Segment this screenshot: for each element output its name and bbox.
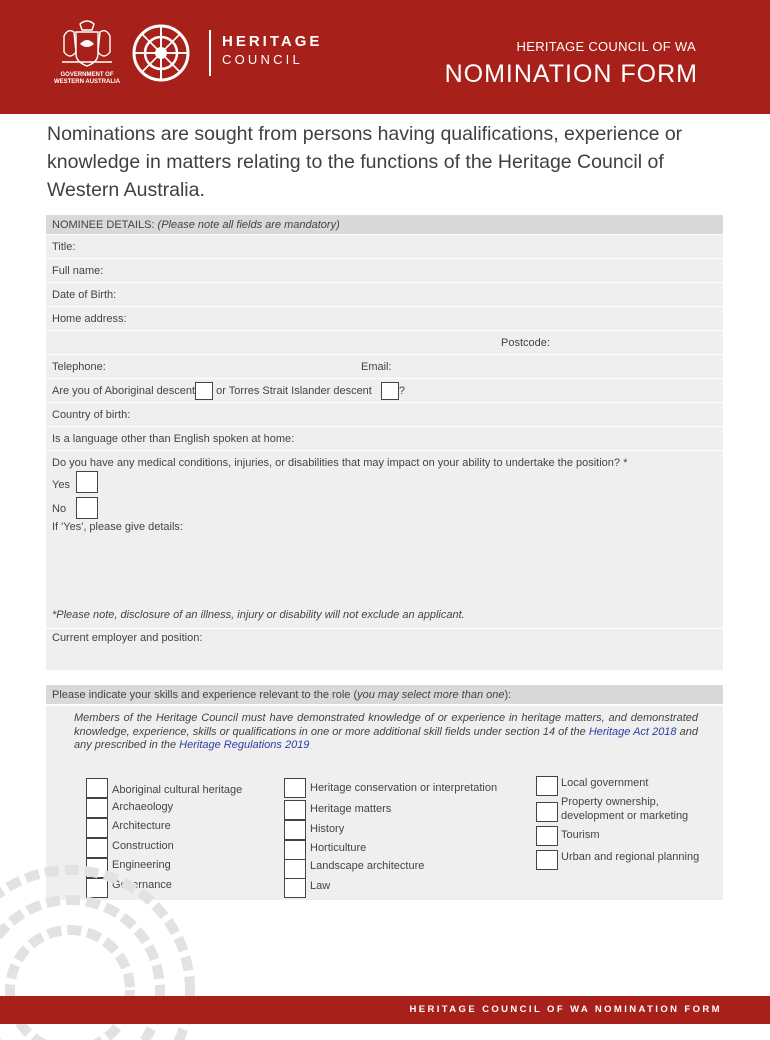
heritage-council-wordmark bbox=[222, 33, 322, 69]
telephone-email-row[interactable] bbox=[46, 355, 723, 379]
yes-checkbox[interactable] bbox=[76, 471, 98, 493]
wordmark-council: COUNCIL bbox=[222, 52, 303, 67]
skill-label-urban-planning: Urban and regional planning bbox=[561, 851, 700, 863]
skill-label-heritage-conservation: Heritage conservation or interpretation bbox=[310, 782, 498, 794]
aboriginal-descent-checkbox[interactable] bbox=[195, 382, 213, 400]
skill-checkbox-aboriginal-cultural-heritage[interactable] bbox=[86, 778, 108, 798]
skill-checkbox-landscape-architecture[interactable] bbox=[284, 859, 306, 879]
skill-checkbox-architecture[interactable] bbox=[86, 818, 108, 838]
skill-checkbox-archaeology[interactable] bbox=[86, 798, 108, 818]
skill-label-heritage-matters: Heritage matters bbox=[310, 803, 392, 815]
medical-question: Do you have any medical conditions, injuries, or disabilities that may impact on your ability to undertake the position? * bbox=[52, 457, 628, 469]
yes-label: Yes bbox=[52, 479, 70, 491]
skill-label-property-ownership: Property ownership, development or marketing bbox=[561, 796, 689, 822]
aboriginal-descent-label: Are you of Aboriginal descent bbox=[52, 385, 196, 397]
telephone-label: Telephone: bbox=[52, 361, 106, 373]
language-label: Is a language other than English spoken at home: bbox=[52, 433, 295, 445]
government-label-line2: WESTERN AUSTRALIA bbox=[53, 79, 121, 85]
language-field[interactable] bbox=[46, 427, 723, 451]
form-title: NOMINATION FORM bbox=[444, 60, 698, 88]
nominee-details-form bbox=[46, 215, 723, 671]
skill-label-local-government: Local government bbox=[561, 777, 649, 789]
no-checkbox[interactable] bbox=[76, 497, 98, 519]
heritage-council-logo-icon bbox=[130, 22, 192, 84]
skills-note-text: Members of the Heritage Council must have demonstrated knowledge of or experience in heritage matters, and demonstrated knowledge, experience, skills or qualifications in one or more additional skill fields under section 14 of the bbox=[74, 712, 698, 738]
title-label: Title: bbox=[52, 241, 76, 253]
country-of-birth-label: Country of birth: bbox=[52, 409, 131, 421]
home-address-field[interactable] bbox=[46, 307, 723, 331]
details-label: If 'Yes', please give details: bbox=[52, 521, 183, 533]
skill-label-horticulture: Horticulture bbox=[310, 842, 367, 854]
skill-label-landscape-architecture: Landscape architecture bbox=[310, 860, 425, 872]
skill-label-archaeology: Archaeology bbox=[112, 801, 174, 813]
postcode-label: Postcode: bbox=[501, 337, 550, 349]
skill-label-architecture: Architecture bbox=[112, 820, 171, 832]
home-address-label: Home address: bbox=[52, 313, 127, 325]
page-footer bbox=[0, 996, 770, 1024]
country-of-birth-field[interactable] bbox=[46, 403, 723, 427]
skill-checkbox-local-government[interactable] bbox=[536, 776, 558, 796]
nominee-section-header bbox=[46, 215, 723, 235]
skill-checkbox-heritage-conservation[interactable] bbox=[284, 778, 306, 798]
skill-checkbox-heritage-matters[interactable] bbox=[284, 800, 306, 820]
descent-row bbox=[46, 379, 723, 403]
current-employer-label: Current employer and position: bbox=[52, 632, 203, 644]
wa-government-crest-icon bbox=[56, 20, 118, 70]
no-label: No bbox=[52, 503, 67, 515]
nominee-section-note: (Please note all fields are mandatory) bbox=[157, 219, 340, 231]
email-label: Email: bbox=[361, 361, 392, 373]
skill-label-tourism: Tourism bbox=[561, 829, 600, 841]
page-header bbox=[0, 0, 770, 114]
full-name-label: Full name: bbox=[52, 265, 104, 277]
organisation-name: HERITAGE COUNCIL OF WA bbox=[516, 39, 696, 54]
skill-label-governance: Governance bbox=[112, 879, 172, 891]
skill-label-construction: Construction bbox=[112, 840, 174, 852]
skills-heading-italic: you may select more than one bbox=[357, 689, 505, 701]
skill-checkbox-property-ownership[interactable] bbox=[536, 802, 558, 822]
skill-label-aboriginal-cultural-heritage: Aboriginal cultural heritage bbox=[112, 784, 243, 796]
skill-checkbox-urban-planning[interactable] bbox=[536, 850, 558, 870]
footer-title: HERITAGE COUNCIL OF WA NOMINATION FORM bbox=[409, 1004, 722, 1015]
government-label bbox=[44, 72, 130, 86]
logo-divider bbox=[209, 30, 211, 76]
wordmark-heritage: HERITAGE bbox=[222, 33, 323, 50]
descent-question-mark: ? bbox=[398, 385, 406, 397]
skill-checkbox-history[interactable] bbox=[284, 820, 306, 840]
postcode-row[interactable] bbox=[46, 331, 723, 355]
full-name-field[interactable] bbox=[46, 259, 723, 283]
skill-checkbox-tourism[interactable] bbox=[536, 826, 558, 846]
torres-strait-descent-label: or Torres Strait Islander descent bbox=[216, 385, 372, 397]
skill-checkbox-law[interactable] bbox=[284, 878, 306, 898]
torres-strait-descent-checkbox[interactable] bbox=[381, 382, 399, 400]
heritage-regulations-link[interactable]: Heritage Regulations 2019 bbox=[179, 739, 310, 751]
skills-heading-pre: Please indicate your skills and experience relevant to the role ( bbox=[52, 689, 358, 701]
government-label-line1: GOVERNMENT OF bbox=[60, 72, 114, 78]
heritage-act-link[interactable]: Heritage Act 2018 bbox=[588, 725, 677, 738]
skill-checkbox-horticulture[interactable] bbox=[284, 840, 306, 860]
current-employer-field[interactable] bbox=[46, 629, 723, 671]
disclosure-note: *Please note, disclosure of an illness, injury or disability will not exclude an applicant. bbox=[52, 609, 465, 621]
skills-note-mid: and any prescribed in the bbox=[74, 725, 698, 751]
nominee-section-label: NOMINEE DETAILS: bbox=[52, 219, 158, 231]
skill-label-engineering: Engineering bbox=[112, 859, 171, 871]
skills-section-header bbox=[46, 685, 723, 705]
date-of-birth-field[interactable] bbox=[46, 283, 723, 307]
skill-label-law: Law bbox=[310, 880, 331, 892]
skills-heading-post: ): bbox=[504, 689, 512, 701]
skills-note bbox=[74, 712, 698, 753]
intro-text: Nominations are sought from persons having qualifications, experience or knowledge in matters relating to the functions of the Heritage Council of Western Australia. bbox=[47, 123, 683, 201]
title-field[interactable] bbox=[46, 235, 723, 259]
date-of-birth-label: Date of Birth: bbox=[52, 289, 117, 301]
skill-label-history: History bbox=[310, 823, 345, 835]
medical-conditions-section bbox=[46, 451, 723, 629]
